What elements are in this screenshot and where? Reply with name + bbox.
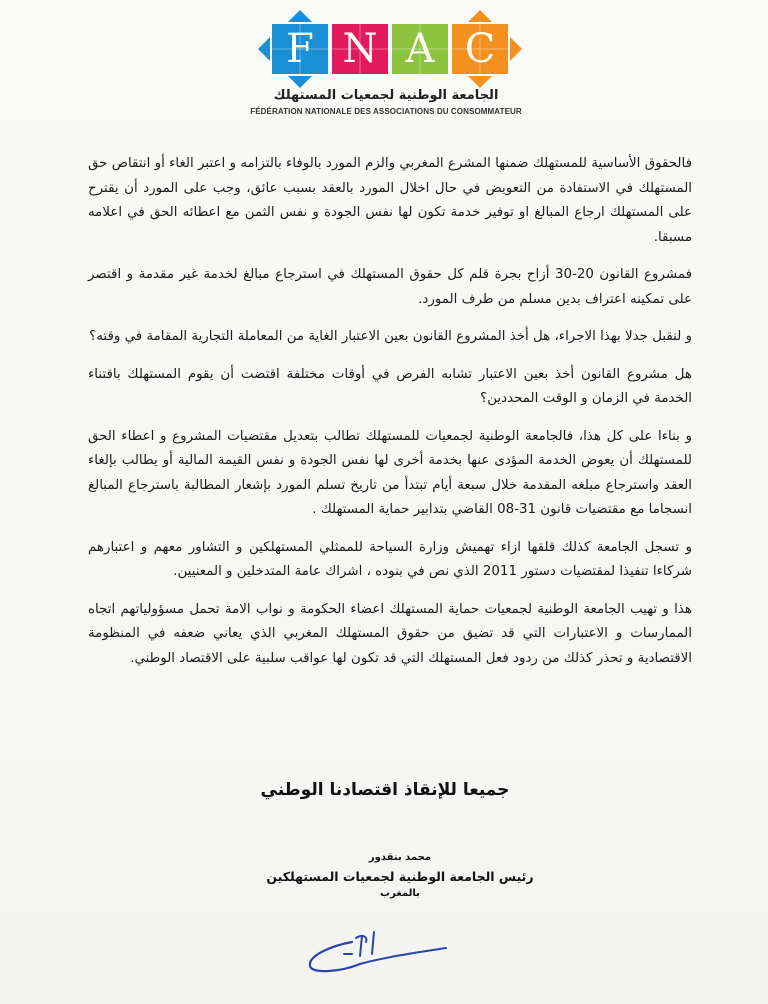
logo-tiles (258, 8, 514, 88)
paragraph-bill-20-30: فمشروع القانون 20-30 أزاح بجرة قلم كل حقوق المستهلك في استرجاع مبالغ لخدمة غير مقدمة و اقتصر على تمكينه اعتراف بدين مسلم من طرف المورد. (88, 267, 692, 307)
logo-arrow-down-icon (288, 76, 312, 88)
logo-letter-a: A (392, 24, 448, 74)
paragraph-demands: و بناءا على كل هذا، فالجامعة الوطنية لجمعيات للمستهلك تطالب بتعديل مقتضيات المشروع و اعطاء الحق للمستهلك أن يعوض الخدمة المؤدى عنها بخدمة أخرى لها نفس الجودة و نفس القيمة المالية أو يطالب بإلغاء العقد واسترجاع مبلغه المقدمة خلال سبعة أيام تبتدأ من تاريخ تسلم المورد بإشعار المطالبة باسترجاع المبالغ انسجاما مع مقتضيات قانون 31-08 القاضي بتدابير حماية المستهلك . (88, 428, 692, 517)
letter-body (88, 152, 692, 684)
logo-arrow-right-icon (510, 37, 522, 61)
slogan: جميعا للإنقاذ اقتصادنا الوطني (260, 780, 510, 800)
logo-letter-f: F (272, 24, 328, 74)
logo-french-name: FÉDÉRATION NATIONALE DES ASSOCIATIONS DU CONSOMMATEUR (250, 107, 522, 116)
logo-arabic-name: الجامعة الوطنية لجمعيات المستهلك (273, 88, 499, 103)
signature-block (260, 852, 540, 899)
paragraph-appeal: هذا و تهيب الجامعة الوطنية لجمعيات حماية المستهلك اعضاء الحكومة و نواب الامة تحمل مسؤولياتهم اتجاه الممارسات و الاعتبارات التي قد تضيق من حقوق المستهلك المغربي الذي يعاني ضعفه في المنظومة الاقتصادية و تحذر كذلك من ردود فعل المستهلك التي قد تكون لها عواقب سلبية على الاقتصاد الوطني. (88, 601, 692, 666)
paragraph-consumer-rights: فالحقوق الأساسية للمستهلك ضمنها المشرع المغربي والزم المورد بالوفاء بالتزامه و اعتبر الغاء أو انتقاص حق المستهلك في الاستفادة من التعويض في حال اخلال المورد بالعقد بسبب عائق، وجب على المورد أن يقترح على المستهلك ارجاع المبالغ او توفير خدمة تكون لها نفس الجودة و نفس الثمن مع اعطائه الحق في اعلامه مسبقا. (88, 156, 692, 245)
handwritten-signature (300, 920, 450, 980)
signatory-place: بالمغرب (380, 888, 420, 899)
paragraph-question-2: هل مشروع القانون أخذ بعين الاعتبار تشابه الفرص في أوقات مختلفة اقتضت أن يقوم المستهلك باقتناء الخدمة في الزمان و الوقت المحددين؟ (88, 366, 692, 406)
logo-arrow-up-icon (468, 10, 492, 22)
logo-letter-n: N (332, 24, 388, 74)
logo-arrow-up-icon (288, 10, 312, 22)
signatory-name: محمد بنقدور (368, 852, 432, 863)
logo-arrow-down-icon (468, 76, 492, 88)
fnac-logo (250, 8, 522, 118)
logo-letter-c: C (452, 24, 508, 74)
signatory-title: رئيس الجامعة الوطنية لجمعيات المستهلكين (266, 869, 534, 884)
paragraph-concern: و تسجل الجامعة كذلك قلقها ازاء تهميش وزارة السياحة للممثلي المستهلكين و التشاور معهم و اعتبارهم شركاءا تنفيذا لمقتضيات دستور 2011 الذي نص في بنوده ، اشراك عامة المتدخلين و المعنيين. (88, 539, 692, 579)
paragraph-question-1: و لنقبل جدلا بهذا الاجراء، هل أخذ المشروع القانون بعين الاعتبار الغاية من المعاملة التجارية المقامة في وقته؟ (89, 329, 692, 344)
logo-arrow-left-icon (258, 37, 270, 61)
